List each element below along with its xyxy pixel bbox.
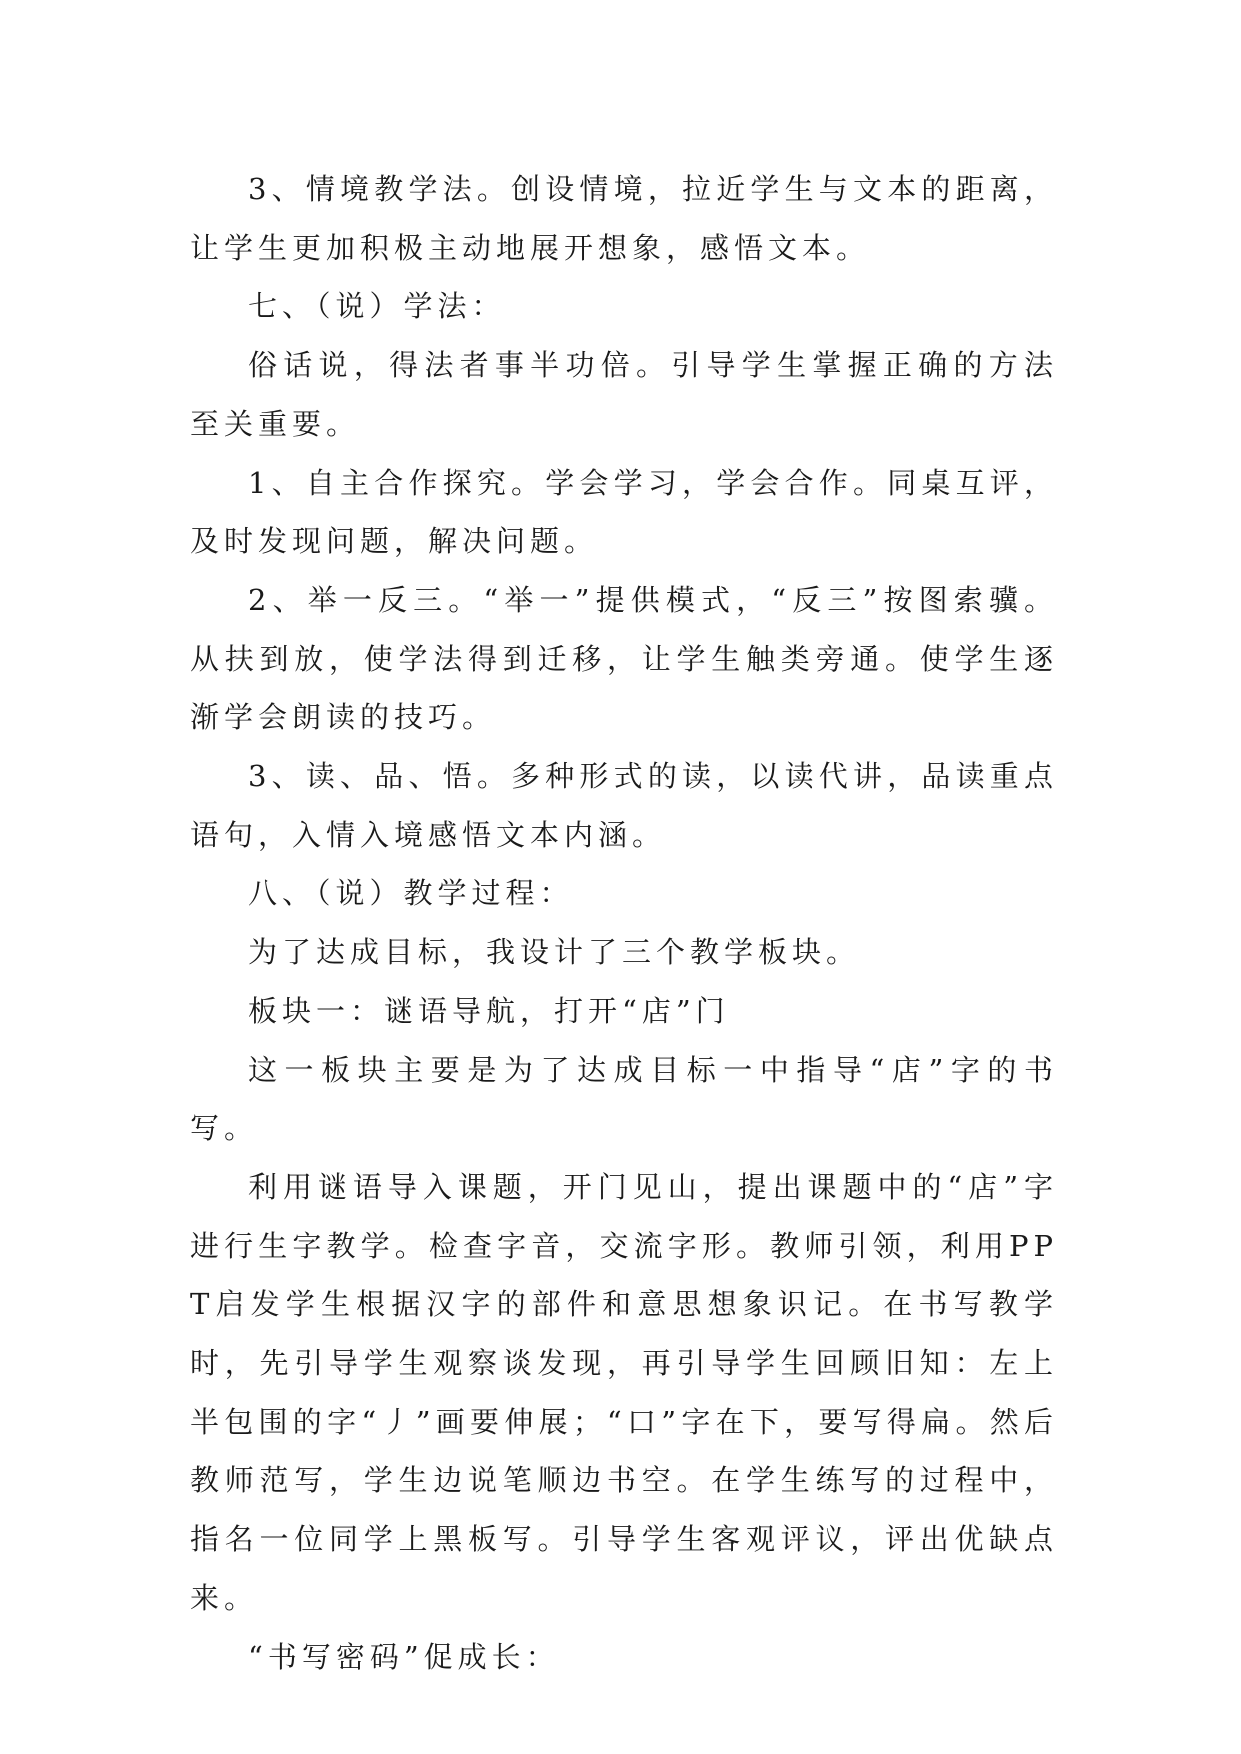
paragraph-process-intro: 为了达成目标，我设计了三个教学板块。: [248, 935, 861, 970]
paragraph-learning-method-1: 1、自主合作探究。学会学习，学会合作。同桌互评，及时发现问题，解决问题。: [190, 465, 1058, 559]
paragraph-section-one-goal: 这一板块主要是为了达成目标一中指导“店”字的书写。: [190, 1052, 1058, 1146]
paragraph-learning-method-2: 2、举一反三。“举一”提供模式，“反三”按图索骥。从扶到放，使学法得到迁移，让学生触类旁通。使学生逐渐学会朗读的技巧。: [190, 582, 1058, 735]
paragraph-learning-intro: 俗话说，得法者事半功倍。引导学生掌握正确的方法至关重要。: [190, 348, 1058, 441]
paragraph-teaching-method-3: 3、情境教学法。创设情境，拉近学生与文本的距离，让学生更加积极主动地展开想象，感悟文本。: [190, 172, 1058, 265]
paragraph-learning-method-3: 3、读、品、悟。多种形式的读，以读代讲，品读重点语句，入情入境感悟文本内涵。: [190, 759, 1058, 852]
paragraph-section-one-detail: 利用谜语导入课题，开门见山，提出课题中的“店”字进行生字教学。检查字音，交流字形。教师引领，利用PPT启发学生根据汉字的部件和意思想象识记。在书写教学时，先引导学生观察谈发现，再引导学生回顾旧知：左上半包围的字“丿”画要伸展；“口”字在下，要写得扁。然后教师范写，学生边说笔顺边书空。在学生练写的过程中，指名一位同学上黑板写。引导学生客观评议，评出优缺点来。: [190, 1169, 1058, 1615]
heading-section-one: 板块一：谜语导航，打开“店”门: [248, 993, 730, 1028]
heading-writing-code: “书写密码”促成长：: [248, 1639, 560, 1674]
heading-learning-method: 七、（说）学法：: [248, 289, 506, 324]
document-body: [190, 160, 1058, 1686]
heading-teaching-process: 八、（说）教学过程：: [248, 876, 574, 911]
